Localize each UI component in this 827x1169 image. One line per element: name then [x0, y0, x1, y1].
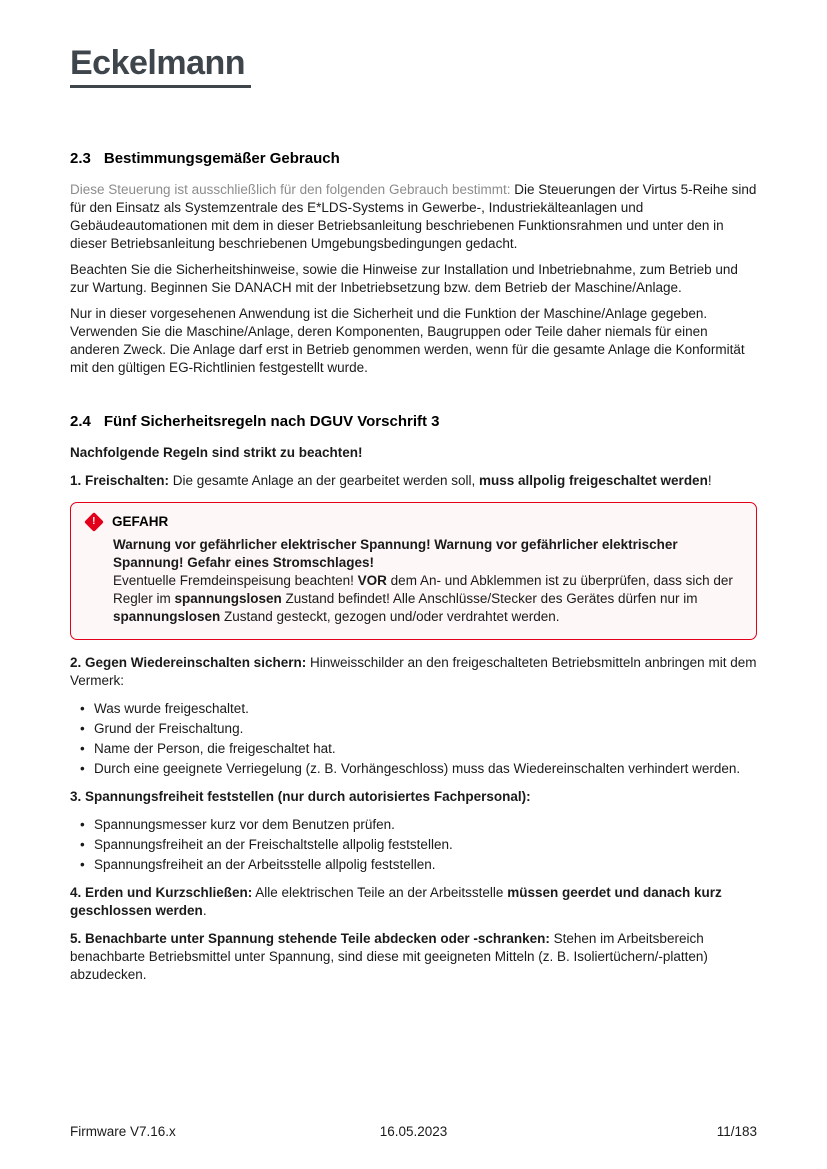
danger-box — [70, 502, 757, 640]
section-2-4-heading — [70, 413, 757, 430]
rule-4: 4. Erden und Kurzschließen: Alle elektrischen Teile an der Arbeitsstelle müssen geerdet und danach kurz geschlossen werden. — [70, 885, 722, 919]
danger-content — [113, 536, 738, 626]
rule-3: 3. Spannungsfreiheit feststellen (nur durch autorisiertes Fachpersonal): — [70, 789, 531, 805]
warning-icon-glyph: ! — [92, 515, 96, 527]
section-number: 2.4 — [70, 413, 91, 431]
rule-5: 5. Benachbarte unter Spannung stehende Teile abdecken oder -schranken: Stehen im Arbeitsbereich benachbarte Betriebsmittel unter Spannung, sind diese mit geeigneten Mitteln (z. B. Isoliertüchern/-platten) abzudecken. — [70, 931, 708, 983]
usage-body: Die Steuerungen der Virtus 5-Reihe sind für den Einsatz als Systemzentrale des E*LDS-Systems in Gewerbe-, Industriekälteanlagen und Gebäudeautomationen mit dem in dieser Betriebsanleitung beschriebenen Funktionsrahmen und unter den in dieser Betriebsanleitung beschriebenen Umgebungsbedingungen gedacht. — [70, 182, 757, 252]
rule-2: 2. Gegen Wiedereinschalten sichern: Hinweisschilder an den freigeschalteten Betriebsmitteln anbringen mit dem Vermerk: — [70, 655, 757, 689]
footer-date: 16.05.2023 — [379, 1124, 448, 1139]
bullet-item: • Spannungsfreiheit an der Arbeitsstelle allpolig feststellen. — [78, 856, 757, 874]
usage-paragraph-2: Beachten Sie die Sicherheitshinweise, sowie die Hinweise zur Installation und Inbetriebnahme, zum Betrieb und zur Wartung. Beginnen Sie DANACH mit der Inbetriebsetzung bzw. dem Betrieb der Maschine/Anlage. — [70, 262, 738, 296]
eckelmann-logo: Eckelmann — [70, 45, 251, 88]
footer-firmware-version: Firmware V7.16.x — [70, 1124, 176, 1139]
rule-2-bullets — [70, 700, 757, 778]
rule-1: 1. Freischalten: Die gesamte Anlage an der gearbeitet werden soll, muss allpolig freigeschaltet werden! — [70, 473, 712, 489]
usage-paragraph-3: Nur in dieser vorgesehenen Anwendung ist die Sicherheit und die Funktion der Maschine/Anlage gegeben. Verwenden Sie die Maschine/Anlage, deren Komponenten, Baugruppen oder Teile daher niemals für einen anderen Zweck. Die Anlage darf erst in Betrieb genommen werden, wenn für die gesamte Anlage die Konformität mit den gültigen EG-Richtlinien festgestellt wurde. — [70, 306, 745, 376]
footer-page-number: 11/183 — [716, 1124, 757, 1139]
section-2-3-heading — [70, 150, 757, 167]
danger-body-text: Eventuelle Fremdeinspeisung beachten! VOR dem An- und Abklemmen ist zu überprüfen, dass sich der Regler im spannungslosen Zustand befindet! Alle Anschlüsse/Stecker des Gerätes dürfen nur im spannungslosen Zustand gesteckt, gezogen und/oder verdrahtet werden. — [113, 573, 733, 625]
page-header — [70, 45, 757, 88]
section-title: Bestimmungsgemäßer Gebrauch — [103, 150, 340, 168]
usage-paragraph-1 — [70, 181, 757, 253]
bullet-item: • Was wurde freigeschaltet. — [78, 700, 757, 718]
bullet-item: • Grund der Freischaltung. — [78, 720, 757, 738]
page-footer — [70, 1124, 757, 1139]
danger-title: GEFAHR — [112, 514, 169, 530]
warning-icon — [84, 512, 104, 532]
rules-note: Nachfolgende Regeln sind strikt zu beachten! — [70, 445, 363, 461]
danger-header — [87, 514, 738, 529]
bullet-item: • Name der Person, die freigeschaltet hat. — [78, 740, 757, 758]
danger-warning-text: Warnung vor gefährlicher elektrischer Spannung! Warnung vor gefährlicher elektrischer Spannung! Gefahr eines Stromschlages! — [113, 537, 678, 571]
bullet-item: • Durch eine geeignete Verriegelung (z. B. Vorhängeschloss) muss das Wiedereinschalten verhindert werden. — [78, 760, 757, 778]
section-number: 2.3 — [70, 150, 91, 168]
bullet-item: • Spannungsfreiheit an der Freischaltstelle allpolig feststellen. — [78, 836, 757, 854]
usage-intro-gray: Diese Steuerung ist ausschließlich für den folgenden Gebrauch bestimmt: — [70, 182, 515, 198]
bullet-item: • Spannungsmesser kurz vor dem Benutzen prüfen. — [78, 816, 757, 834]
section-title: Fünf Sicherheitsregeln nach DGUV Vorschrift 3 — [103, 413, 440, 431]
rule-3-bullets — [70, 816, 757, 874]
